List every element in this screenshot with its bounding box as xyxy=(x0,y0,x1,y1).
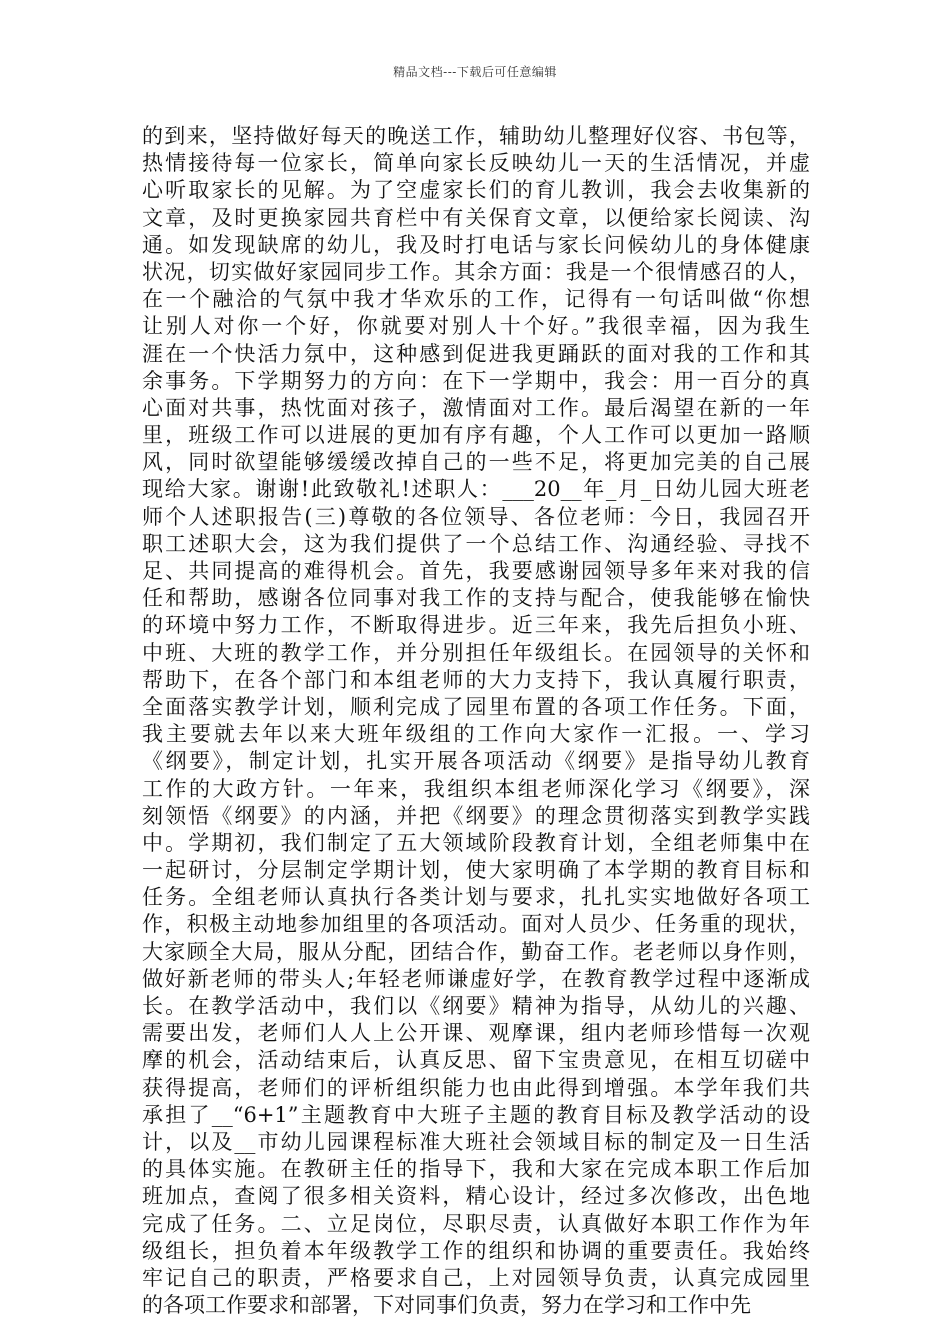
body-text xyxy=(142,123,810,1319)
body-line: 任和帮助，感谢各位同事对我工作的支持与配合，使我能够在愉快 xyxy=(142,586,810,611)
body-line: 作，积极主动地参加组里的各项活动。面对人员少、任务重的现状， xyxy=(142,912,810,937)
body-line: 一起研讨，分层制定学期计划，使大家明确了本学期的教育目标和 xyxy=(142,858,810,883)
body-line: 任务。全组老师认真执行各类计划与要求，扎扎实实地做好各项工 xyxy=(142,885,810,910)
body-line: 现给大家。谢谢!此致敬礼!述职人：___20__年_月_日幼儿园大班老 xyxy=(142,477,810,502)
body-line: 职工述职大会，这为我们提供了一个总结工作、沟通经验、寻找不 xyxy=(142,531,810,556)
body-line: 热情接待每一位家长，简单向家长反映幼儿一天的生活情况，并虚 xyxy=(142,151,810,176)
body-line: 通。如发现缺席的幼儿，我及时打电话与家长问候幼儿的身体健康 xyxy=(142,232,810,257)
body-line: 级组长，担负着本年级教学工作的组织和协调的重要责任。我始终 xyxy=(142,1238,810,1263)
body-line: 中班、大班的教学工作，并分别担任年级组长。在园领导的关怀和 xyxy=(142,640,810,665)
body-line: 《纲要》，制定计划，扎实开展各项活动《纲要》是指导幼儿教育 xyxy=(142,749,810,774)
body-line: 的具体实施。在教研主任的指导下，我和大家在完成本职工作后加 xyxy=(142,1157,810,1182)
body-line: 获得提高，老师们的评析组织能力也由此得到增强。本学年我们共 xyxy=(142,1075,810,1100)
body-line: 中。学期初，我们制定了五大领域阶段教育计划，全组老师集中在 xyxy=(142,830,810,855)
body-line: 摩的机会，活动结束后，认真反思、留下宝贵意见，在相互切磋中 xyxy=(142,1048,810,1073)
body-line: 涯在一个快活力氛中，这种感到促进我更踊跃的面对我的工作和其 xyxy=(142,341,810,366)
body-line: 的环境中努力工作，不断取得进步。近三年来，我先后担负小班、 xyxy=(142,613,810,638)
body-line: 心听取家长的见解。为了空虚家长们的育儿教训，我会去收集新的 xyxy=(142,178,810,203)
body-line: 需要出发，老师们人人上公开课、观摩课，组内老师珍惜每一次观 xyxy=(142,1021,810,1046)
body-line: 文章，及时更换家园共育栏中有关保育文章，以便给家长阅读、沟 xyxy=(142,205,810,230)
body-line: 足、共同提高的难得机会。首先，我要感谢园领导多年来对我的信 xyxy=(142,559,810,583)
body-line: 风，同时欲望能够缓缓改掉自己的一些不足，将更加完美的自己展 xyxy=(142,450,810,475)
body-line: 班加点，查阅了很多相关资料，精心设计，经过多次修改，出色地 xyxy=(142,1184,810,1209)
body-line: 的到来，坚持做好每天的晚送工作，辅助幼儿整理好仪容、书包等， xyxy=(142,124,810,148)
body-line: 帮助下，在各个部门和本组老师的大力支持下，我认真履行职责， xyxy=(142,667,810,692)
body-line: 完成了任务。二、立足岗位，尽职尽责，认真做好本职工作作为年 xyxy=(142,1211,810,1236)
body-line: 刻领悟《纲要》的内涵，并把《纲要》的理念贯彻落实到教学实践 xyxy=(142,803,810,828)
body-line: 全面落实教学计划，顺利完成了园里布置的各项工作任务。下面， xyxy=(142,694,810,719)
body-line: 余事务。下学期努力的方向：在下一学期中，我会：用一百分的真 xyxy=(142,368,810,393)
body-line: 师个人述职报告(三)尊敬的各位领导、各位老师：今日，我园召开 xyxy=(142,504,810,529)
body-line: 承担了__“6+1”主题教育中大班子主题的教育目标及教学活动的设 xyxy=(142,1102,810,1127)
body-line: 做好新老师的带头人;年轻老师谦虚好学，在教育教学过程中逐渐成 xyxy=(142,966,810,991)
body-line: 我主要就去年以来大班年级组的工作向大家作一汇报。一、学习 xyxy=(142,722,810,747)
body-line: 计，以及__市幼儿园课程标准大班社会领域目标的制定及一日生活 xyxy=(142,1129,810,1154)
body-line: 工作的大政方针。一年来，我组织本组老师深化学习《纲要》，深 xyxy=(142,776,810,801)
body-line: 让别人对你一个好，你就要对别人十个好。”我很幸福，因为我生 xyxy=(142,314,810,339)
body-line: 里，班级工作可以进展的更加有序有趣，个人工作可以更加一路顺 xyxy=(142,423,810,448)
body-line: 状况，切实做好家园同步工作。其余方面：我是一个很情感召的人， xyxy=(142,259,810,284)
body-line: 牢记自己的职责，严格要求自己，上对园领导负责，认真完成园里 xyxy=(142,1265,810,1290)
body-line: 在一个融洽的气氛中我才华欢乐的工作，记得有一句话叫做“你想 xyxy=(142,287,810,312)
body-line: 的各项工作要求和部署，下对同事们负责，努力在学习和工作中先 xyxy=(142,1293,751,1318)
body-line: 心面对共事，热忱面对孩子，激情面对工作。最后渴望在新的一年 xyxy=(142,395,810,420)
body-line: 大家顾全大局，服从分配，团结合作，勤奋工作。老老师以身作则， xyxy=(142,939,810,964)
page-header: 精品文档---下载后可任意编辑 xyxy=(393,65,557,79)
body-line: 长。在教学活动中，我们以《纲要》精神为指导，从幼儿的兴趣、 xyxy=(142,994,810,1018)
